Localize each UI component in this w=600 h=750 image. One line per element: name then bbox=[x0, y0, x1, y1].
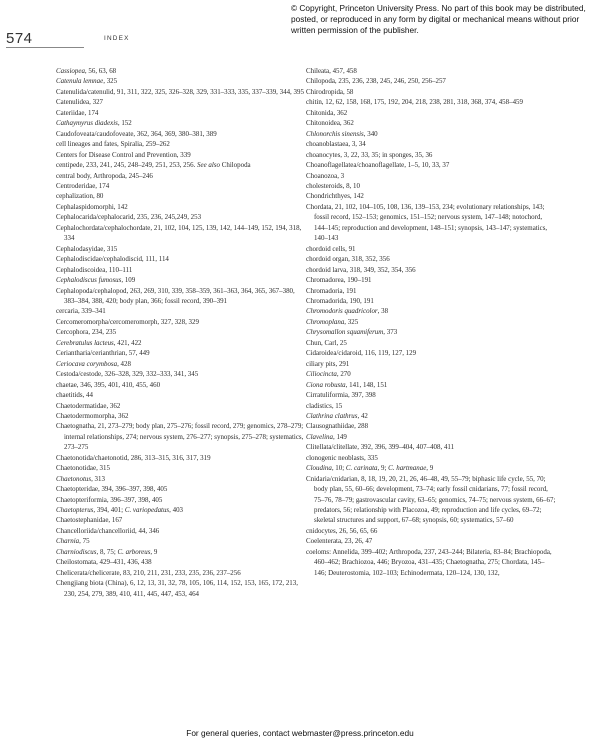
index-entry: Chromodoris quadricolor, 38 bbox=[306, 307, 389, 316]
index-entry: Chromadorida, 190, 191 bbox=[306, 296, 374, 305]
index-entry: clonogenic neoblasts, 335 bbox=[306, 453, 378, 462]
index-column-right bbox=[306, 66, 556, 578]
index-entry: Chaetodermomorpha, 362 bbox=[56, 411, 129, 420]
index-entry: Chun, Carl, 25 bbox=[306, 338, 347, 347]
index-entry: Chengjiang biota (China), 6, 12, 13, 31, 32, 78, 105, 106, 114, 152, 153, 165, 172, 213, 230, 254, 279, 389, 410, 411, 445, 447, 453, 464 bbox=[56, 579, 298, 598]
index-entry: Cloudina, 10; C. carinata, 9; C. hartmanae, 9 bbox=[306, 464, 434, 473]
index-entry: chordoid organ, 318, 352, 356 bbox=[306, 255, 390, 264]
index-entry: Catenula lemnae, 325 bbox=[56, 77, 118, 86]
index-entry: Catenulida/catenulid, 91, 311, 322, 325, 326–328, 329, 331–333, 335, 337–339, 344, 395 bbox=[56, 87, 304, 96]
index-entry: Ceriocava corymbosa, 428 bbox=[56, 359, 131, 368]
index-entry: Chilopoda, 235, 236, 238, 245, 246, 250, 256–257 bbox=[306, 77, 446, 86]
index-entry: Chordata, 21, 102, 104–105, 108, 136, 139–153, 234; evolutionary relationships, 143; fossil record, 152–153; genomics, 151–152; nervous system, 147–148; notochord, 144–145; reproduction and development, 148–151; synopsis, 143–147; systematics, 140–143 bbox=[306, 202, 548, 243]
index-entry: Chaetopteridae, 394, 396–397, 398, 405 bbox=[56, 485, 168, 494]
index-entry: Chitonida, 362 bbox=[306, 108, 348, 117]
page-number: 574 bbox=[6, 30, 33, 47]
index-entry: Cephalodiscidae/cephalodiscid, 111, 114 bbox=[56, 255, 169, 264]
index-entry: Caudofoveata/caudofoveate, 362, 364, 369, 380–381, 389 bbox=[56, 129, 217, 138]
header-rule bbox=[6, 47, 84, 48]
index-entry: Chaetonotida/chaetonotid, 286, 313–315, 316, 317, 319 bbox=[56, 453, 211, 462]
index-entry: coeloms: Annelida, 399–402; Arthropoda, 237, 243–244; Bilateria, 83–84; Brachiopoda, 460–462; Brachiozoa, 446; Bryozoa, 431–435; Chaetognatha, 275; Chordata, 145–146; Deuterostomia, 102–103; Echinodermata, 120–124, 130, 132, bbox=[306, 547, 552, 577]
index-entry: Centroderidae, 174 bbox=[56, 181, 110, 190]
index-entry: chaetitids, 44 bbox=[56, 391, 93, 400]
index-entry: Ceriantharia/cerianthrian, 57, 449 bbox=[56, 349, 150, 358]
index-entry: Cerebratulus lacteus, 421, 422 bbox=[56, 338, 142, 347]
index-entry: chitin, 12, 62, 158, 168, 175, 192, 204, 218, 238, 281, 318, 368, 374, 458–459 bbox=[306, 98, 523, 107]
index-entry: Cirratuliformia, 397, 398 bbox=[306, 391, 376, 400]
index-entry: central body, Arthropoda, 245–246 bbox=[56, 171, 153, 180]
index-entry: Cercophora, 234, 235 bbox=[56, 328, 117, 337]
index-entry: Chrysomallon squamiferum, 373 bbox=[306, 328, 398, 337]
index-entry: Centers for Disease Control and Prevention, 339 bbox=[56, 150, 191, 159]
index-entry: Clathrina clathrus, 42 bbox=[306, 411, 368, 420]
index-entry: chordoid larva, 318, 349, 352, 354, 356 bbox=[306, 265, 416, 274]
index-entry: cnidocytes, 26, 56, 65, 66 bbox=[306, 526, 378, 535]
index-entry: Cnidaria/cnidarian, 8, 18, 19, 20, 21, 26, 46–48, 49, 55–79; biphasic life cycle, 55, 70; body plan, 55, 60–66; development, 73–74; early fossil cnidarians, 77; fossil record, 75–76, 78–79; gastrovascular cavity, 63–65; genomics, 74–75; nervous system, 66–67; predators, 56; relationship with Placozoa, 49; reproduction and life cycles, 69–72; skeletal structures and support, 67–68; synopsis, 60; systematics, 57–60 bbox=[306, 474, 556, 525]
index-entry: Ciliocincta, 270 bbox=[306, 370, 351, 379]
index-entry: cell lineages and fates, Spiralia, 259–262 bbox=[56, 140, 170, 149]
index-entry: Chlonorchis sinensis, 340 bbox=[306, 129, 378, 138]
index-entry: Choanozoa, 3 bbox=[306, 171, 345, 180]
index-column-left bbox=[56, 66, 306, 599]
index-entry: chaetae, 346, 395, 401, 410, 455, 460 bbox=[56, 380, 161, 389]
index-entry: Chitonoidea, 362 bbox=[306, 119, 354, 128]
index-entry: cholesteroids, 8, 10 bbox=[306, 181, 360, 190]
index-entry: Cassiopea, 56, 63, 68 bbox=[56, 67, 117, 75]
index-entry: Cephalopoda/cephalopod, 263, 269, 310, 339, 358–359, 361–363, 364, 365, 367–380, 383–384, 388, 420; body plan, 366; fossil record, 390–391 bbox=[56, 286, 295, 305]
index-entry: Chancelloriida/chancelloriid, 44, 346 bbox=[56, 526, 160, 535]
index-entry: cephalization, 80 bbox=[56, 192, 104, 201]
index-entry: Chromadoria, 191 bbox=[306, 286, 357, 295]
footer-contact: For general queries, contact webmaster@press.princeton.edu bbox=[186, 728, 414, 738]
index-entry: Clausognathiidae, 288 bbox=[306, 422, 369, 431]
index-entry: Charniodiscus, 8, 75; C. arboreus, 9 bbox=[56, 547, 158, 556]
index-entry: Clavelina, 149 bbox=[306, 432, 347, 441]
index-entry: ciliary pits, 291 bbox=[306, 359, 350, 368]
index-entry: centipede, 233, 241, 245, 248–249, 251, 253, 256. See also Chilopoda bbox=[56, 161, 251, 170]
index-entry: Cephalaspidomorphi, 142 bbox=[56, 202, 128, 211]
index-entry: Chaetopteriformia, 396–397, 398, 405 bbox=[56, 495, 163, 504]
index-entry: Chelicerata/chelicerate, 83, 210, 211, 231, 233, 235, 236, 237–256 bbox=[56, 568, 241, 577]
index-entry: Chromoplana, 325 bbox=[306, 317, 359, 326]
index-entry: Cephalodiscus fumosus, 109 bbox=[56, 276, 136, 285]
index-entry: cladistics, 15 bbox=[306, 401, 343, 410]
index-entry: Cephalocarida/cephalocarid, 235, 236, 245,249, 253 bbox=[56, 213, 202, 222]
index-entry: Cestoda/cestode, 326–328, 329, 332–333, 341, 345 bbox=[56, 370, 199, 379]
index-entry: Coelenterata, 23, 26, 47 bbox=[306, 537, 373, 546]
index-entry: chordoid cells, 91 bbox=[306, 244, 356, 253]
index-entry: Charnia, 75 bbox=[56, 537, 90, 546]
running-head: INDEX bbox=[104, 35, 130, 42]
index-entry: Cephalodiscoidea, 110–111 bbox=[56, 265, 133, 274]
index-entry: Cercomeromorpha/cercomeromorph, 327, 328, 329 bbox=[56, 317, 199, 326]
index-entry: Cathaymyrus diadexis, 152 bbox=[56, 119, 132, 128]
index-entry: Chaetopterus, 394, 401; C. variopedatus, 403 bbox=[56, 506, 184, 515]
index-entry: Chaetodermatidae, 362 bbox=[56, 401, 121, 410]
index-entry: Choanoflagellatea/choanoflagellate, 1–5, 10, 33, 37 bbox=[306, 161, 450, 170]
copyright-notice: © Copyright, Princeton University Press. No part of this book may be distributed, posted, or reproduced in any form by digital or mechanical means without prior written permission of the publisher. bbox=[291, 3, 586, 35]
index-entry: Chaetostephanidae, 167 bbox=[56, 516, 123, 525]
index-entry: Chondrichthyes, 142 bbox=[306, 192, 364, 201]
index-entry: Chaetonotidae, 315 bbox=[56, 464, 110, 473]
index-entry: choanoblastaea, 3, 34 bbox=[306, 140, 366, 149]
index-entry: Cephalochordata/cephalochordate, 21, 102, 104, 125, 139, 142, 144–149, 152, 194, 318, 334 bbox=[56, 223, 302, 243]
index-entry: Cidaroidea/cidaroid, 116, 119, 127, 129 bbox=[306, 349, 417, 358]
index-entry: Chromadorea, 190–191 bbox=[306, 276, 372, 285]
index-entry: cercaria, 339–341 bbox=[56, 307, 106, 316]
index-entry: Chaetognatha, 21, 273–279; body plan, 275–276; fossil record, 279; genomics, 278–279; internal relationships, 274; nervous system, 276–277; synopsis, 275–278; systematics, 273–275 bbox=[56, 422, 304, 452]
index-entry: Catenulidea, 327 bbox=[56, 98, 104, 107]
index-entry: choanocytes, 3, 22, 33, 35; in sponges, 35, 36 bbox=[306, 150, 433, 159]
index-entry: Chirodropida, 58 bbox=[306, 87, 354, 96]
index-entry: Chaetonotus, 313 bbox=[56, 474, 105, 483]
index-entry: Clitellata/clitellate, 392, 396, 399–404, 407–408, 411 bbox=[306, 443, 455, 452]
index-entry: Cheilostomata, 429–431, 436, 438 bbox=[56, 558, 152, 567]
index-entry: Cephalodasyidae, 315 bbox=[56, 244, 118, 253]
index-entry: Ciona robusta, 141, 148, 151 bbox=[306, 380, 388, 389]
index-entry: Chileata, 457, 458 bbox=[306, 67, 357, 75]
index-entry: Cateriidae, 174 bbox=[56, 108, 99, 117]
